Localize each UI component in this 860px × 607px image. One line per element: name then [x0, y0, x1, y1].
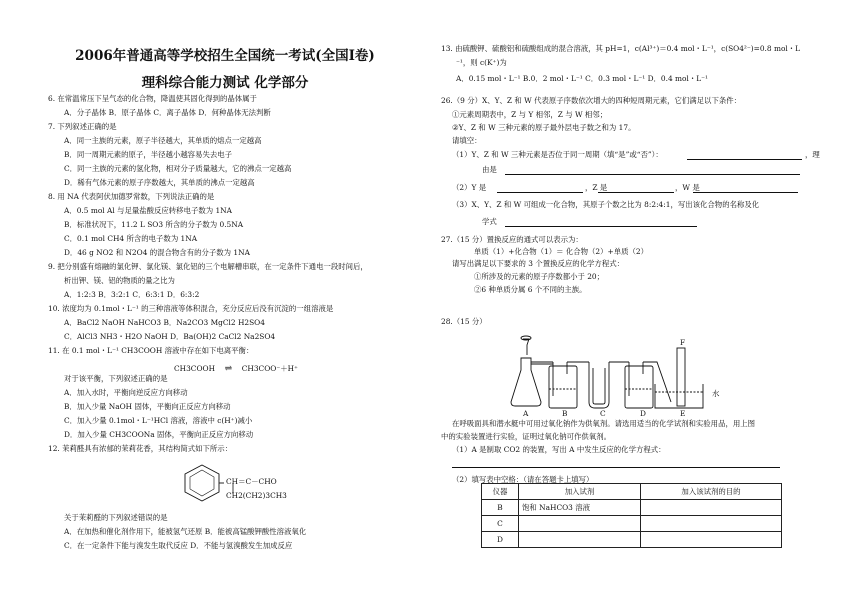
paper-title: 2006年普通高等学校招生全国统一考试(全国Ⅰ卷) [75, 48, 375, 64]
text-line: 析出钾、镁、铝的物质的量之比为 [64, 276, 175, 285]
text-line: A．1:2:3 B．3:2:1 C．6:3:1 D．6:3:2 [64, 290, 200, 299]
label-a: A [523, 409, 529, 418]
text-line: A．0.5 mol Al 与足量盐酸反应转移电子数为 1NA [64, 206, 232, 215]
apparatus-diagram [505, 334, 745, 419]
text-line: ，Z 是 [585, 183, 608, 192]
text-line: C．0.1 mol CH4 所含的电子数为 1NA [64, 234, 198, 243]
answer-blank[interactable] [505, 167, 800, 175]
table-row [482, 532, 782, 548]
table-cell[interactable] [519, 516, 641, 532]
equilibrium-products: CH3COO⁻＋H⁺ [241, 364, 298, 373]
table-cell: D [482, 532, 519, 548]
text-line: ①元素周期表中，Z 与 Y 相邻，Z 与 W 相邻； [452, 110, 608, 119]
text-line: （1）A 是制取 CO2 的装置，写出 A 中发生反应的化学方程式： [452, 445, 666, 454]
text-line: （2）填写表中空格：（请在答题卡上填写） [452, 475, 594, 484]
text-line: （2）Y 是 [452, 183, 487, 192]
text-line: 9. 把分别盛有熔融的氯化钾、氯化镁、氯化铝的三个电解槽串联，在一定条件下通电一段时间后， [48, 262, 368, 271]
text-line: ⁻¹，则 c(K⁺)为 [456, 58, 507, 67]
text-line: 单质（1）+化合物（1）＝ 化合物（2）+单质（2） [474, 247, 648, 256]
text-line: （1）Y、Z 和 W 三种元素是否位于同一周期（填“是”或“否”）： [452, 150, 663, 159]
text-line: C．同一主族的元素的氢化物，相对分子质量越大，它的沸点一定越高 [64, 164, 292, 173]
table-row [482, 516, 782, 532]
text-line: B．加入少量 NaOH 固体，平衡向正反应方向移动 [64, 402, 231, 411]
table-header: 加入该试剂的目的 [641, 484, 782, 500]
table-cell[interactable] [641, 532, 782, 548]
text-line: ①所涉及的元素的原子序数都小于 20； [474, 272, 605, 281]
equilibrium-reactant: CH3COOH [174, 364, 216, 373]
text-line: C．在一定条件下能与溴发生取代反应 D．不能与氢溴酸发生加成反应 [64, 541, 293, 550]
text-line: 12. 茉莉醛具有浓郁的茉莉花香，其结构简式如下所示： [48, 444, 233, 453]
text-line: A．BaCl2 NaOH NaHCO3 B．Na2CO3 MgCl2 H2SO4 [64, 318, 265, 327]
text-line: 28.（15 分） [441, 317, 487, 326]
text-line: 中的实验装置进行实验，证明过氧化钠可作供氧剂。 [441, 432, 611, 441]
answer-blank[interactable] [497, 185, 583, 193]
label-b: B [562, 409, 568, 418]
text-line: A．在加热和催化剂作用下，能被氢气还原 B．能被高锰酸钾酸性溶液氧化 [64, 527, 307, 536]
answer-blank[interactable] [598, 185, 674, 193]
text-line: 由是 [482, 165, 497, 174]
text-line: ，W 是 [675, 183, 700, 192]
table-header: 加入试剂 [519, 484, 641, 500]
table-cell[interactable]: 饱和 NaHCO3 溶液 [519, 500, 641, 516]
label-f: F [680, 338, 686, 347]
structure-chain: CH＝C－CHO [226, 477, 277, 486]
text-line: A．分子晶体 B．原子晶体 C．离子晶体 D．何种晶体无法判断 [64, 108, 271, 117]
reagent-table [481, 483, 782, 548]
label-d: D [640, 409, 646, 418]
answer-blank[interactable] [505, 219, 697, 227]
text-line: 8. 用 NA 代表阿伏加德罗常数，下列说法正确的是 [48, 192, 215, 201]
table-cell[interactable] [641, 516, 782, 532]
text-line: A．0.15 mol・L⁻¹ B.0．2 mol・L⁻¹ C．0.3 mol・L⁻¹ D．0.4 mol・L⁻¹ [456, 74, 709, 83]
answer-blank[interactable] [687, 152, 802, 160]
text-line: A．同一主族的元素，原子半径越大，其单质的熔点一定越高 [64, 136, 262, 145]
text-line: 13. 由硫酸钾、硫酸铝和硫酸组成的混合溶液，其 pH=1，c(Al³⁺)＝0.4 mol・L⁻¹，c(SO4²⁻)=0.8 mol・L [441, 44, 801, 53]
text-line: 6. 在常温常压下呈气态的化合物，降温使其固化得到的晶体属于 [48, 94, 257, 103]
text-line: 26.（9 分）X、Y、Z 和 W 代表原子序数依次增大的四种短周期元素，它们满足以下条件： [441, 96, 742, 105]
text-line: 请写出满足以下要求的 3 个置换反应的化学方程式： [452, 259, 624, 268]
text-line: D．稀有气体元素的原子序数越大，其单质的沸点一定越高 [64, 178, 255, 187]
text-line: ，理 [805, 150, 820, 159]
text-line: ②Y、Z 和 W 三种元素的原子最外层电子数之和为 17。 [452, 123, 636, 132]
equilibrium-equation [174, 365, 298, 374]
table-header: 仪器 [482, 484, 519, 500]
table-cell: B [482, 500, 519, 516]
text-line: 对于该平衡，下列叙述正确的是 [64, 374, 168, 383]
text-line: 关于茉莉醛的下列叙述错误的是 [64, 513, 168, 522]
table-cell[interactable] [519, 532, 641, 548]
label-e: E [680, 409, 686, 418]
table-cell[interactable] [641, 500, 782, 516]
text-line: （3）X、Y、Z 和 W 可组成一化合物，其原子个数之比为 8:2:4:1，写出该化合物的名称及化 [452, 200, 760, 209]
benzene-ring-icon [180, 462, 224, 502]
table-row [482, 500, 782, 516]
label-c: C [600, 409, 606, 418]
text-line: 7. 下列叙述正确的是 [48, 122, 117, 131]
table-cell: C [482, 516, 519, 532]
text-line: 学式 [482, 217, 497, 226]
text-line: 10. 浓度均为 0.1mol・L⁻¹ 的三种溶液等体积混合，充分反应后没有沉淀的一组溶液是 [48, 304, 334, 313]
answer-blank[interactable] [452, 460, 780, 468]
text-line: A．加入水时，平衡向逆反应方向移动 [64, 388, 188, 397]
text-line: C．AlCl3 NH3・H2O NaOH D．Ba(OH)2 CaCl2 Na2SO4 [64, 332, 276, 341]
structure-substituent: CH2(CH2)3CH3 [226, 491, 287, 500]
label-water: 水 [712, 389, 720, 398]
answer-blank[interactable] [693, 185, 798, 193]
paper-subtitle: 理科综合能力测试 化学部分 [141, 75, 309, 91]
text-line: 11. 在 0.1 mol・L⁻¹ CH3COOH 溶液中存在如下电离平衡： [48, 346, 254, 355]
text-line: 27.（15 分）置换反应的通式可以表示为： [441, 235, 583, 244]
text-line: 在呼吸面具和潜水艇中可用过氧化钠作为供氧剂。请选用适当的化学试剂和实验用品，用上图 [452, 419, 756, 428]
text-line: B．标准状况下，11.2 L SO3 所含的分子数为 0.5NA [64, 220, 244, 229]
text-line: B．同一周期元素的原子，半径越小越容易失去电子 [64, 150, 233, 159]
text-line: D．46 g NO2 和 N2O4 的混合物含有的分子数为 1NA [64, 248, 250, 257]
text-line: 请填空： [452, 136, 482, 145]
text-line: C．加入少量 0.1mol・L⁻¹HCl 溶液，溶液中 c(H⁺)减小 [64, 416, 253, 425]
text-line: D．加入少量 CH3COONa 固体，平衡向正反应方向移动 [64, 430, 254, 439]
equilibrium-arrow-icon: ⇌ [224, 364, 233, 374]
text-line: ②6 种单质分属 6 个不同的主族。 [474, 285, 587, 294]
